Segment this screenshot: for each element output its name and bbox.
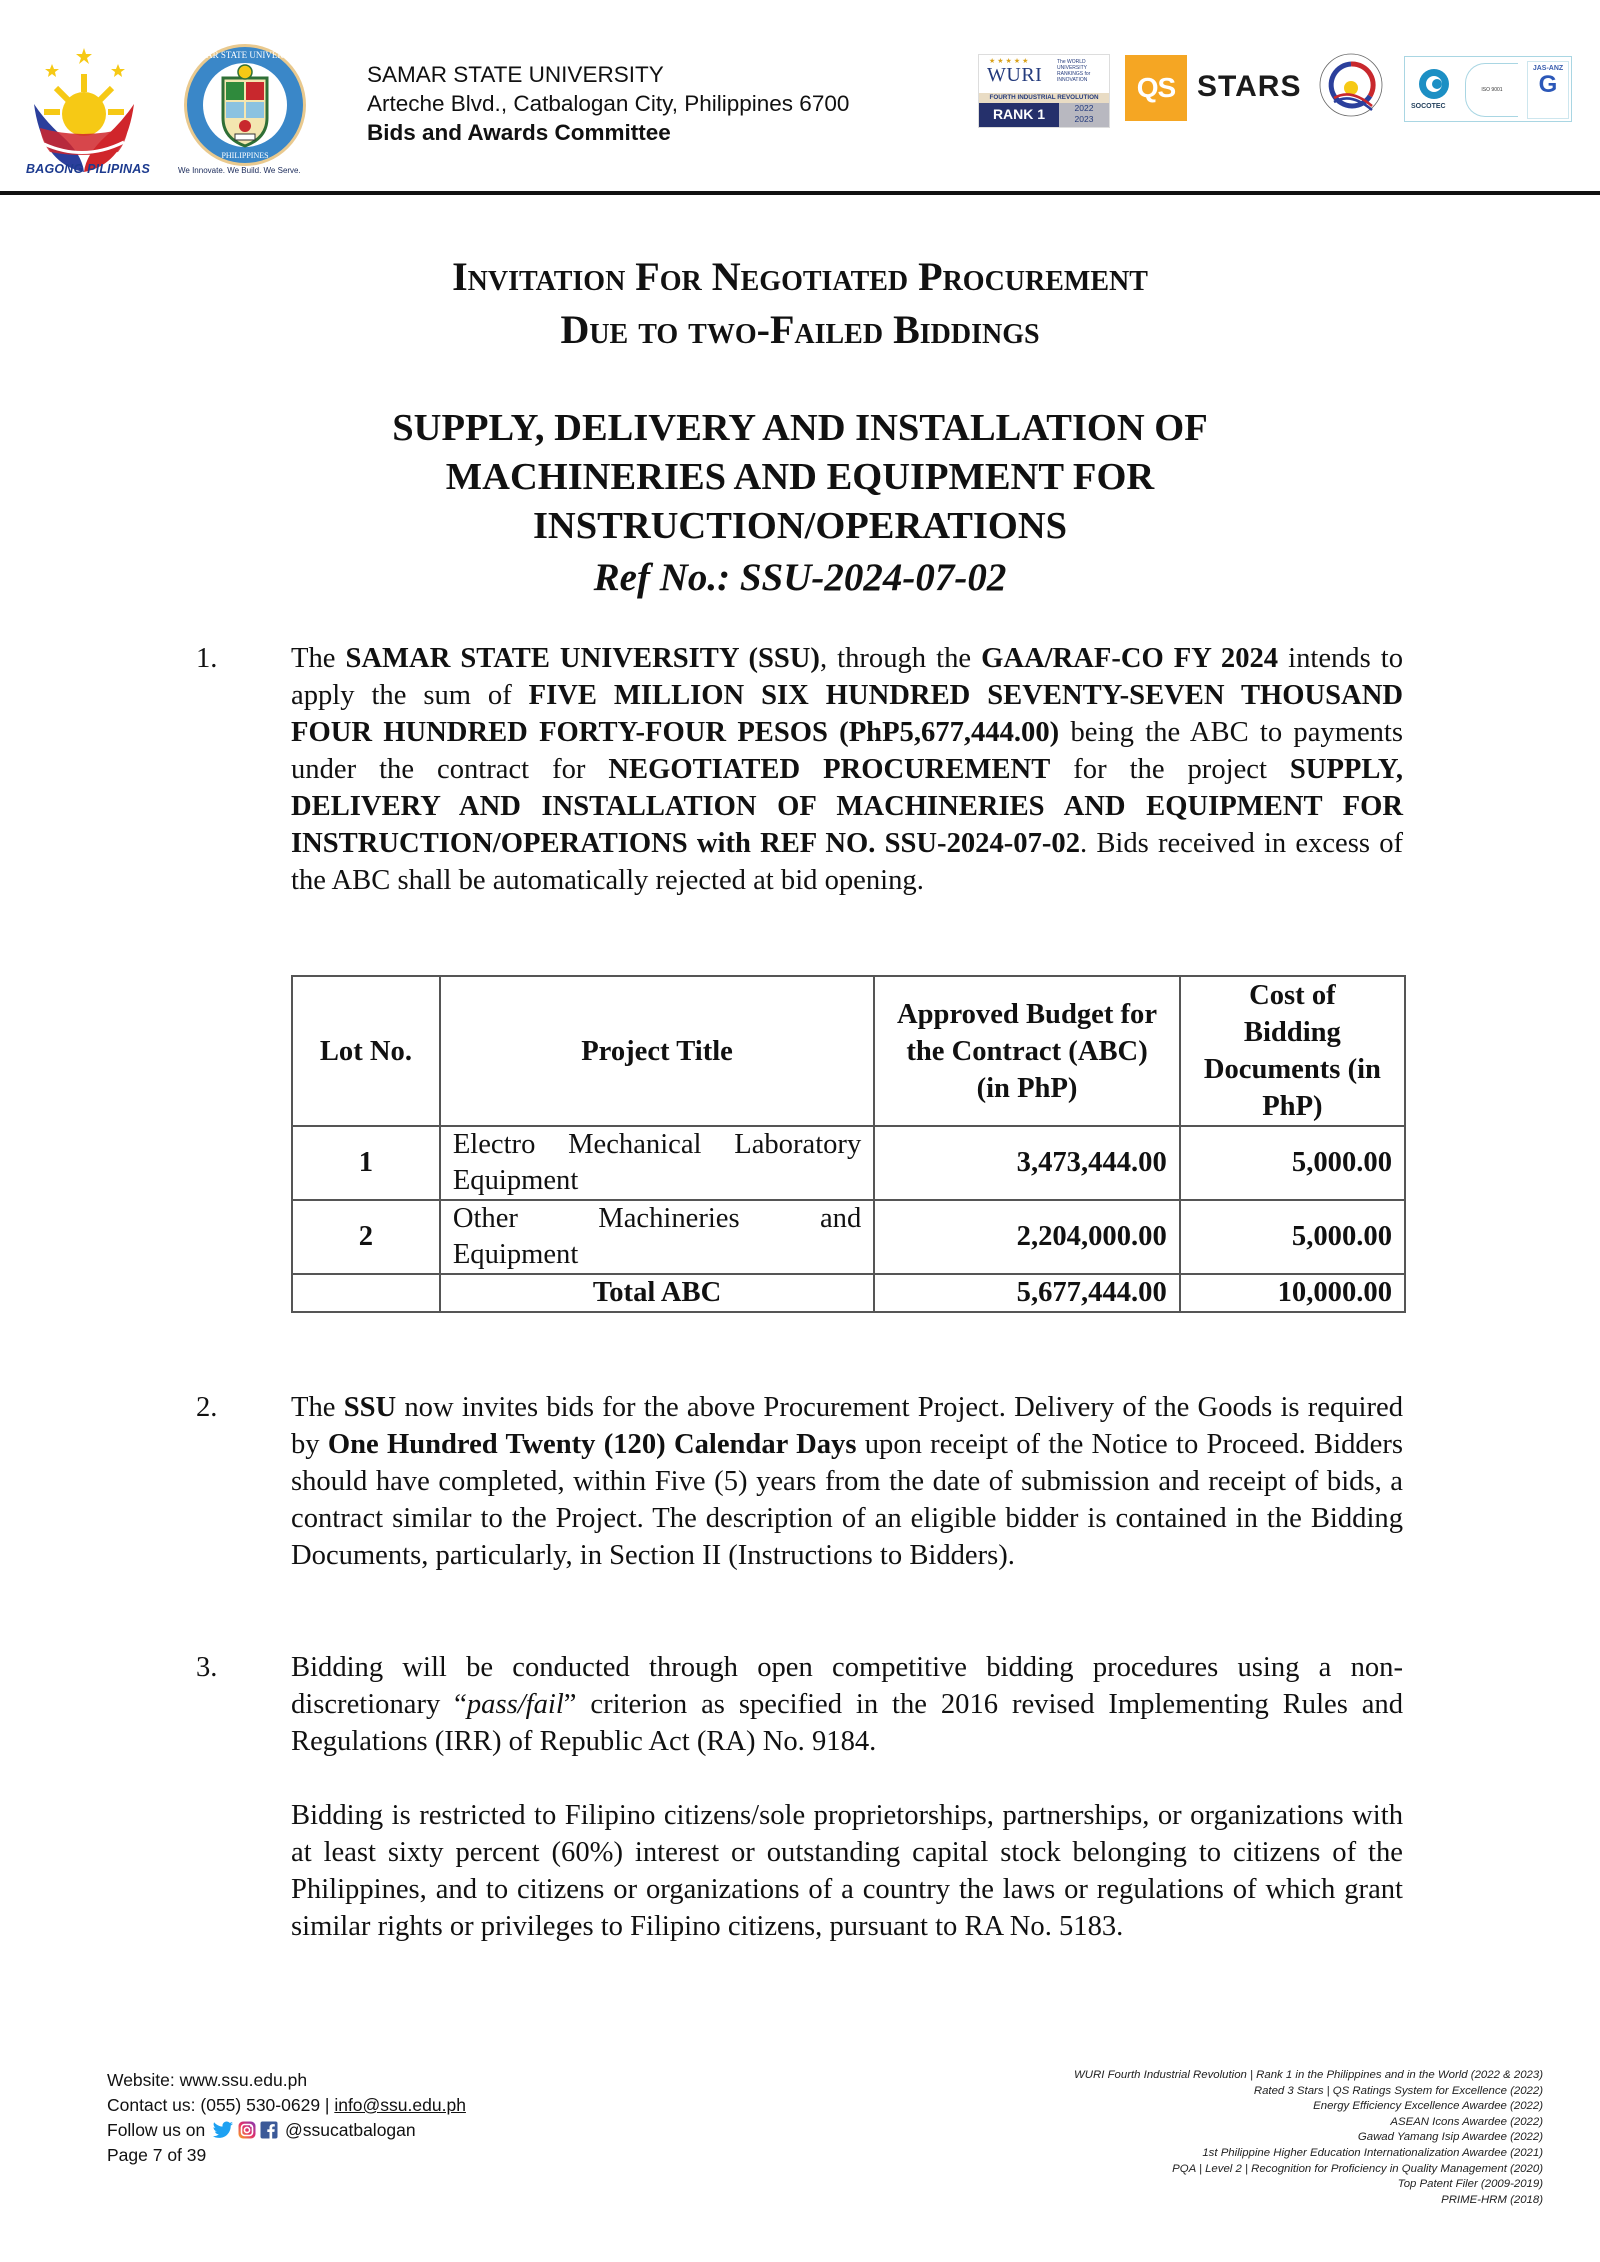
document-title [0,250,1600,356]
title-line-2: Due to two-Failed Biddings [560,307,1040,352]
instagram-icon[interactable] [238,2121,256,2139]
text-run: ” criterion as specified in the 2016 revised Implementing Rules and Regulations (IRR) of Republic Act (RA) No. 9184. [291,1689,1404,1757]
letterhead-text [367,60,849,147]
iso-standard: ISO 9001 [1465,63,1518,117]
wuri-year: 2022 [1074,103,1094,113]
bold-text: One Hundred Twenty (120) Calendar Days [327,1429,857,1460]
lot-title: Electro Mechanical Laboratory Equipment [440,1126,874,1200]
text-run: upon receipt of the Notice to Proceed. Bidders should have completed, within Five (5) years from the date of submission and receipt of bids, a contract similar to the Project. The description of an eligible bidder is contained in the Bidding Documents, particularly, in Section II (Instructions to Bidders). [291,1429,1404,1571]
lot-cost: 5,000.00 [1180,1200,1405,1274]
letterhead [0,0,1600,196]
award-item: PQA | Level 2 | Recognition for Proficiency in Quality Management (2020) [1172,2162,1543,2175]
socotec-label: SOCOTEC [1411,103,1446,110]
footer-website: Website: www.ssu.edu.ph [107,2070,308,2090]
sun-icon [44,74,124,136]
reference-number: Ref No.: SSU-2024-07-02 [593,556,1007,599]
text-run: . Bids received in excess of the ABC shall be automatically rejected at bid opening. [291,828,1404,896]
ssu-seal-logo [182,42,308,168]
bold-text: SAMAR STATE UNIVERSITY (SSU) [345,643,820,674]
wuri-wordmark: WURI [987,64,1043,86]
bagong-pilipinas-logo [22,44,172,178]
star-icon [45,48,125,77]
project-title-line: INSTRUCTION/OPERATIONS [532,505,1068,547]
stars-icon: ★★★★★ [989,58,1031,65]
total-abc: 5,677,444.00 [874,1274,1180,1312]
institution-address: Arteche Blvd., Catbalogan City, Philippines 6700 [367,91,850,116]
paragraph-1 [291,640,1403,899]
footer-email-link[interactable]: info@ssu.edu.ph [334,2095,466,2115]
svg-text:SAMAR STATE UNIVERSITY: SAMAR STATE UNIVERSITY [186,50,304,60]
lot-abc: 2,204,000.00 [874,1200,1180,1274]
wuri-years [1059,103,1109,127]
footer-contact [107,2068,466,2168]
total-label: Total ABC [440,1274,874,1312]
text-run: The [291,643,346,674]
text-run: now invites bids for the above Procurement Project. Delivery of the Goods is required by [291,1392,1403,1460]
text-run: intends to apply the sum of [291,643,1404,711]
header-project-title: Project Title [440,976,874,1126]
wuri-category: FOURTH INDUSTRIAL REVOLUTION [979,93,1109,103]
wuri-subtitle: The WORLD UNIVERSITY RANKINGS for INNOVATION [1057,59,1091,83]
bold-text: SSU [343,1392,397,1423]
text-run: being the ABC to payments under the contract for [291,717,1404,785]
header-abc: Approved Budget for the Contract (ABC) (in PhP) [874,976,1180,1126]
svg-text:PHILIPPINES: PHILIPPINES [221,151,269,160]
project-title [0,404,1600,551]
institution-name: SAMAR STATE UNIVERSITY [367,62,664,87]
qs-logo: QS [1125,55,1187,121]
twitter-icon[interactable] [212,2121,234,2139]
follow-label: Follow us on [107,2120,206,2140]
lot-number: 1 [292,1126,440,1200]
facebook-icon[interactable] [260,2121,278,2139]
project-title-line: MACHINERIES AND EQUIPMENT FOR [445,456,1155,498]
award-item: WURI Fourth Industrial Revolution | Rank 1 in the Philippines and in the World (2022 & 2023) [1074,2069,1543,2081]
paragraph-number: 3. [196,1652,218,1683]
wuri-badge [978,54,1110,128]
text-run: The [291,1392,344,1423]
table-total-row [292,1274,1405,1312]
table-row [292,1126,1405,1200]
jas-anz-icon: G [1538,71,1558,98]
wuri-year: 2023 [1074,114,1094,124]
table-header-row [292,976,1405,1126]
text-run: for the project [1050,754,1290,785]
award-item: Energy Efficiency Excellence Awardee (2022) [1313,2100,1543,2113]
ssu-tagline: We Innovate. We Build. We Serve. [178,166,301,175]
title-line-1: Invitation For Negotiated Procurement [452,254,1148,299]
awards-list [1023,2068,1543,2208]
award-item: Gawad Yamang Isip Awardee (2022) [1357,2131,1543,2144]
table-row [292,1200,1405,1274]
lot-title: Other Machineries and Equipment [440,1200,874,1274]
header-lot-no: Lot No. [292,976,440,1126]
text-run: Bidding will be conducted through open competitive bidding procedures using a non-discretionary “ [291,1652,1403,1720]
award-item: PRIME-HRM (2018) [1441,2193,1543,2206]
award-item: 1st Philippine Higher Education Internationalization Awardee (2021) [1202,2146,1543,2159]
lot-number: 2 [292,1200,440,1274]
bagong-pilipinas-label: BAGONG PILIPINAS [26,162,151,176]
bold-text: GAA/RAF-CO FY 2024 [981,643,1279,674]
paragraph-number: 1. [196,643,218,674]
jas-anz-label: JAS-ANZ [1532,65,1564,72]
page-number: Page 7 of 39 [107,2145,207,2165]
paragraph-3 [291,1649,1403,1760]
award-item: ASEAN Icons Awardee (2022) [1390,2115,1543,2128]
project-title-line: SUPPLY, DELIVERY AND INSTALLATION OF [392,407,1208,449]
footer-phone: Contact us: (055) 530-0629 | [107,2095,335,2115]
lots-table [291,975,1406,1313]
qs-stars-label: STARS [1197,70,1302,103]
total-empty-cell [292,1274,440,1312]
paragraph-3-eligibility: Bidding is restricted to Filipino citizens/sole proprietorships, partnerships, or organizations with at least sixty percent (60%) interest or outstanding capital stock belonging to citizens of the Philippines, and to citizens or organizations of a country the laws or regulations of which grant similar rights or privileges to Filipino citizens, pursuant to RA No. 5183. [291,1800,1403,1942]
lot-cost: 5,000.00 [1180,1126,1405,1200]
bold-text: FIVE MILLION SIX HUNDRED SEVENTY-SEVEN THOUSAND FOUR HUNDRED FORTY-FOUR PESOS (PhP5,677,444.00) [291,680,1403,748]
iso-certification-badge [1404,56,1572,122]
bold-text: SUPPLY, DELIVERY AND INSTALLATION OF MACHINERIES AND EQUIPMENT FOR INSTRUCTION/OPERATIONS with REF NO. SSU-2024-07-02 [291,754,1403,859]
text-run: , through the [819,643,982,674]
lot-abc: 3,473,444.00 [874,1126,1180,1200]
social-handle[interactable]: @ssucatbalogan [285,2120,416,2140]
award-item: Rated 3 Stars | QS Ratings System for Excellence (2022) [1253,2084,1543,2097]
pqa-seal-icon [1318,52,1384,118]
header-divider [0,191,1600,195]
header-cost-of-bidding-docs: Cost of Bidding Documents (in PhP) [1180,976,1405,1126]
paragraph-2 [291,1389,1403,1574]
socotec-icon [1417,67,1451,101]
office-name: Bids and Awards Committee [367,120,671,145]
wuri-rank: RANK 1 [979,103,1059,127]
total-cost: 10,000.00 [1180,1274,1405,1312]
footer-social-line [107,2118,466,2143]
paragraph-number: 2. [196,1392,218,1423]
bold-text: NEGOTIATED PROCUREMENT [608,754,1051,785]
footer-contact-line [107,2093,466,2118]
award-item: Top Patent Filer (2009-2019) [1397,2178,1543,2191]
italic-text: pass/fail [466,1689,564,1720]
